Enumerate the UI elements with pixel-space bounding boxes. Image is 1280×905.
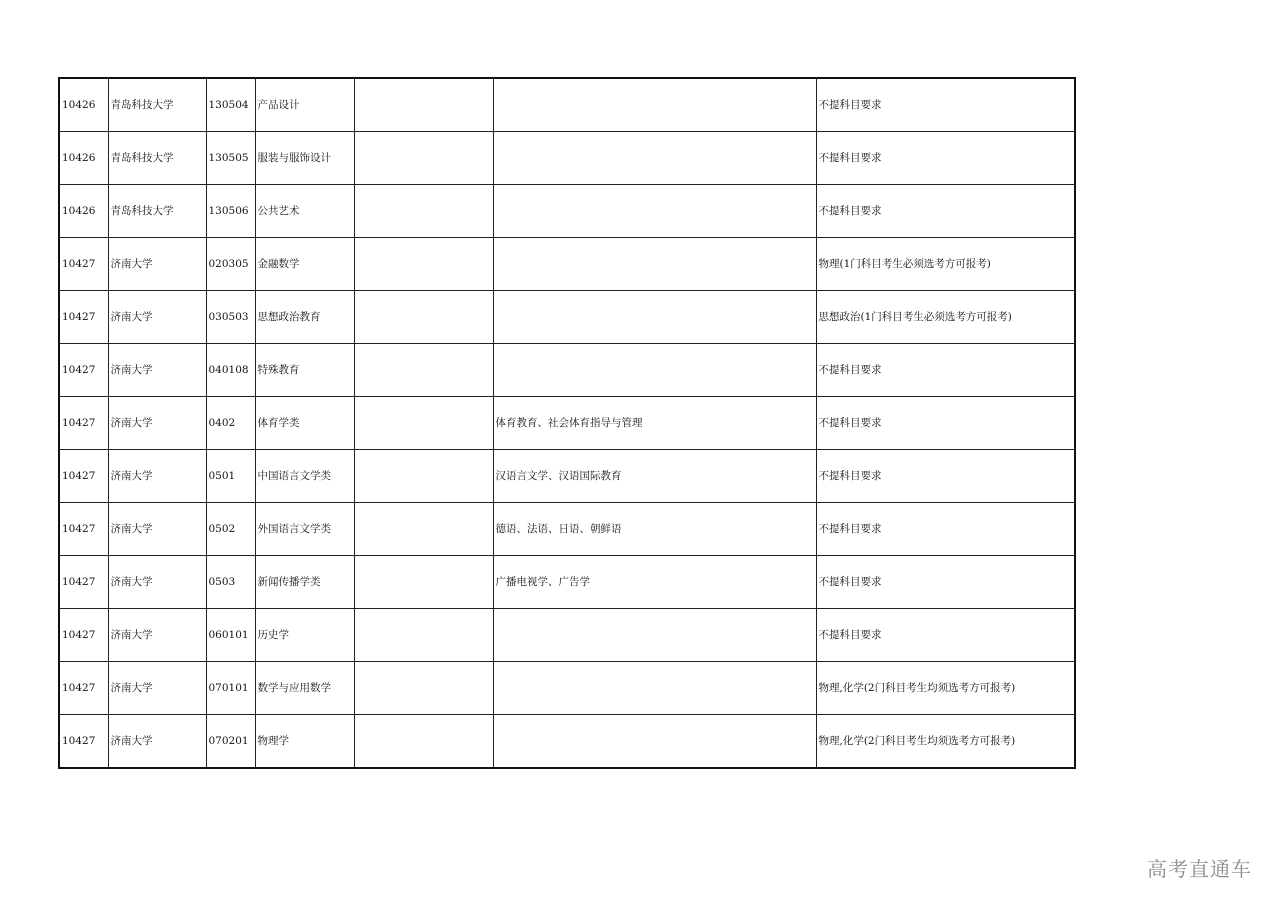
subject-requirement-cell: 物理,化学(2门科目考生均须选考方可报考): [816, 715, 1075, 769]
table-row: [59, 503, 1075, 556]
major-name-cell: 新闻传播学类: [255, 556, 354, 609]
major-name-cell: 金融数学: [255, 238, 354, 291]
subject-requirement-cell: 不提科目要求: [816, 344, 1075, 397]
school-name-cell: 济南大学: [108, 609, 206, 662]
subject-requirement-cell: 不提科目要求: [816, 397, 1075, 450]
school-code-cell: 10427: [59, 238, 108, 291]
major-name-cell: 数学与应用数学: [255, 662, 354, 715]
subject-requirement-cell: 不提科目要求: [816, 503, 1075, 556]
major-name-cell: 服装与服饰设计: [255, 132, 354, 185]
school-code-cell: 10427: [59, 291, 108, 344]
included-majors-cell: [493, 662, 816, 715]
school-code-cell: 10427: [59, 344, 108, 397]
subject-requirement-cell: 不提科目要求: [816, 185, 1075, 238]
note-cell: [354, 609, 493, 662]
included-majors-cell: 体育教育、社会体育指导与管理: [493, 397, 816, 450]
major-name-cell: 产品设计: [255, 78, 354, 132]
school-name-cell: 济南大学: [108, 238, 206, 291]
school-name-cell: 济南大学: [108, 715, 206, 769]
school-code-cell: 10427: [59, 450, 108, 503]
table-row: [59, 662, 1075, 715]
school-code-cell: 10427: [59, 503, 108, 556]
major-name-cell: 体育学类: [255, 397, 354, 450]
included-majors-cell: 德语、法语、日语、朝鲜语: [493, 503, 816, 556]
table-row: [59, 78, 1075, 132]
subject-requirement-cell: 思想政治(1门科目考生必须选考方可报考): [816, 291, 1075, 344]
school-name-cell: 济南大学: [108, 291, 206, 344]
major-code-cell: 020305: [206, 238, 255, 291]
school-code-cell: 10427: [59, 609, 108, 662]
subject-requirement-cell: 不提科目要求: [816, 450, 1075, 503]
school-name-cell: 济南大学: [108, 503, 206, 556]
major-code-cell: 040108: [206, 344, 255, 397]
major-name-cell: 物理学: [255, 715, 354, 769]
subject-requirement-cell: 不提科目要求: [816, 609, 1075, 662]
school-name-cell: 济南大学: [108, 556, 206, 609]
school-name-cell: 青岛科技大学: [108, 185, 206, 238]
major-code-cell: 0502: [206, 503, 255, 556]
table-row: [59, 397, 1075, 450]
major-code-cell: 130504: [206, 78, 255, 132]
table-row: [59, 715, 1075, 769]
school-name-cell: 济南大学: [108, 450, 206, 503]
subject-requirement-cell: 不提科目要求: [816, 78, 1075, 132]
note-cell: [354, 132, 493, 185]
admission-subject-table: [58, 77, 1076, 769]
included-majors-cell: [493, 238, 816, 291]
major-name-cell: 中国语言文学类: [255, 450, 354, 503]
major-code-cell: 130506: [206, 185, 255, 238]
school-name-cell: 青岛科技大学: [108, 78, 206, 132]
school-code-cell: 10427: [59, 715, 108, 769]
included-majors-cell: [493, 609, 816, 662]
school-name-cell: 济南大学: [108, 344, 206, 397]
table-row: [59, 609, 1075, 662]
table-row: [59, 238, 1075, 291]
major-name-cell: 思想政治教育: [255, 291, 354, 344]
school-code-cell: 10426: [59, 185, 108, 238]
subject-requirement-cell: 不提科目要求: [816, 132, 1075, 185]
note-cell: [354, 450, 493, 503]
table-row: [59, 185, 1075, 238]
school-code-cell: 10427: [59, 556, 108, 609]
table-row: [59, 344, 1075, 397]
school-name-cell: 青岛科技大学: [108, 132, 206, 185]
note-cell: [354, 715, 493, 769]
note-cell: [354, 185, 493, 238]
major-name-cell: 外国语言文学类: [255, 503, 354, 556]
note-cell: [354, 556, 493, 609]
included-majors-cell: [493, 132, 816, 185]
school-code-cell: 10427: [59, 662, 108, 715]
major-code-cell: 0501: [206, 450, 255, 503]
major-code-cell: 070201: [206, 715, 255, 769]
watermark-text: 高考直通车: [1147, 857, 1252, 881]
major-code-cell: 0503: [206, 556, 255, 609]
major-name-cell: 特殊教育: [255, 344, 354, 397]
note-cell: [354, 238, 493, 291]
table-row: [59, 291, 1075, 344]
school-code-cell: 10426: [59, 78, 108, 132]
major-code-cell: 070101: [206, 662, 255, 715]
school-code-cell: 10426: [59, 132, 108, 185]
school-name-cell: 济南大学: [108, 662, 206, 715]
included-majors-cell: [493, 715, 816, 769]
included-majors-cell: 汉语言文学、汉语国际教育: [493, 450, 816, 503]
table-row: [59, 132, 1075, 185]
major-code-cell: 030503: [206, 291, 255, 344]
table-body: [59, 78, 1075, 768]
subject-requirement-cell: 不提科目要求: [816, 556, 1075, 609]
table-row: [59, 450, 1075, 503]
note-cell: [354, 662, 493, 715]
major-code-cell: 130505: [206, 132, 255, 185]
school-code-cell: 10427: [59, 397, 108, 450]
note-cell: [354, 78, 493, 132]
included-majors-cell: [493, 78, 816, 132]
note-cell: [354, 397, 493, 450]
subject-requirement-cell: 物理(1门科目考生必须选考方可报考): [816, 238, 1075, 291]
note-cell: [354, 291, 493, 344]
major-name-cell: 公共艺术: [255, 185, 354, 238]
major-code-cell: 0402: [206, 397, 255, 450]
school-name-cell: 济南大学: [108, 397, 206, 450]
note-cell: [354, 344, 493, 397]
major-name-cell: 历史学: [255, 609, 354, 662]
included-majors-cell: 广播电视学、广告学: [493, 556, 816, 609]
note-cell: [354, 503, 493, 556]
subject-requirement-cell: 物理,化学(2门科目考生均须选考方可报考): [816, 662, 1075, 715]
included-majors-cell: [493, 291, 816, 344]
table-row: [59, 556, 1075, 609]
major-code-cell: 060101: [206, 609, 255, 662]
included-majors-cell: [493, 185, 816, 238]
included-majors-cell: [493, 344, 816, 397]
